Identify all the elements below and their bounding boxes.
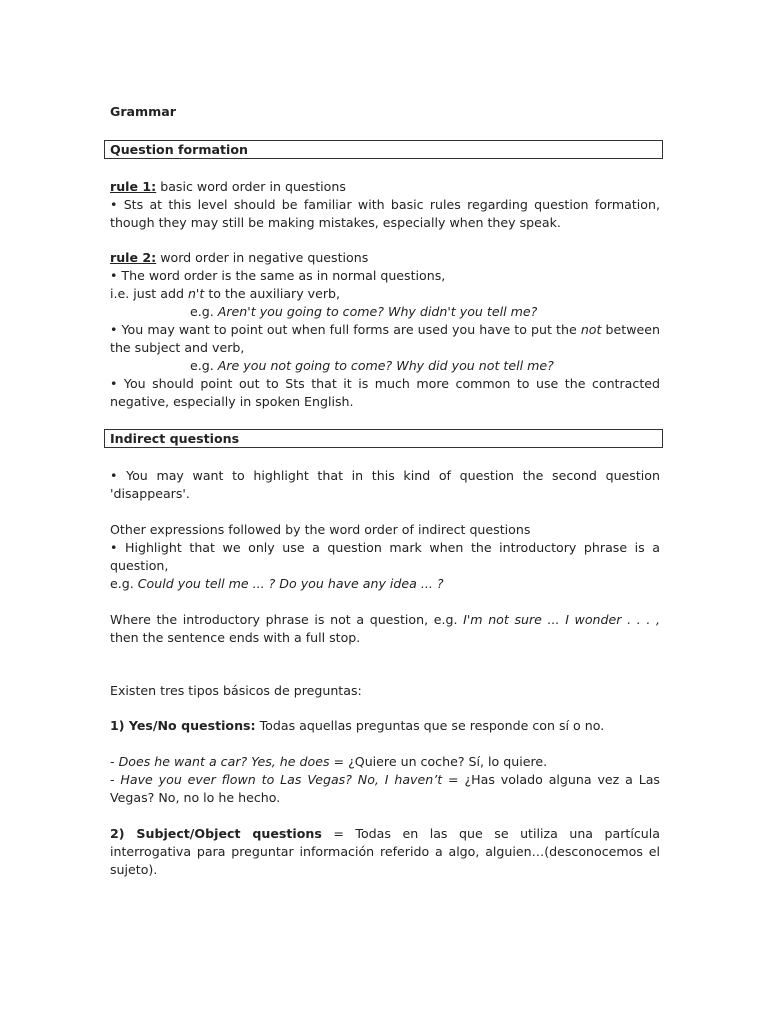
rule2-title-line xyxy=(110,249,660,267)
rule1-title-line xyxy=(110,178,660,196)
indirect-p1: • You may want to highlight that in this kind of question the second question 'disappears'. xyxy=(110,468,660,501)
yes-no-example2-es: = ¿Has volado alguna vez a Las Vegas? No, no lo he hecho. xyxy=(110,772,660,805)
rule2-line2-text: i.e. just add xyxy=(110,286,188,301)
rule2-point xyxy=(110,321,660,357)
rule2-line2-text-end: to the auxiliary verb, xyxy=(204,286,341,301)
rule2-example1 xyxy=(110,303,660,321)
rule2-point-text: • You may want to point out when full forms are used you have to put the xyxy=(110,322,581,337)
indirect-p2 xyxy=(110,521,660,593)
yes-no-example1 xyxy=(110,753,660,771)
subject-object-questions xyxy=(110,825,660,879)
indirect-p2-example-prefix: e.g. xyxy=(110,576,138,591)
rule2-line2-emphasis: n't xyxy=(187,286,205,301)
yes-no-text: Todas aquellas preguntas que se responde con sí o no. xyxy=(255,718,605,733)
subject-object-line xyxy=(110,825,660,879)
indirect-p3-b: I'm not sure ... I wonder . . . , xyxy=(463,612,660,627)
section-heading-question-formation: Question formation xyxy=(104,140,663,159)
rule2-block xyxy=(110,249,660,411)
indirect-p2-example xyxy=(110,575,660,593)
rule2-example2-text: Are you not going to come? Why did you not tell me? xyxy=(217,358,554,373)
indirect-p2-title: Other expressions followed by the word order of indirect questions xyxy=(110,522,531,537)
yes-no-example1-en: Does he want a car? Yes, he does xyxy=(118,754,330,769)
indirect-p3-c: then the sentence ends with a full stop. xyxy=(110,630,361,645)
rule2-label: rule 2: xyxy=(110,250,157,265)
rule2-point-emphasis: not xyxy=(580,322,602,337)
yes-no-example2 xyxy=(110,771,660,807)
rule2-example2-prefix: e.g. xyxy=(190,358,218,373)
yes-no-questions xyxy=(110,717,660,735)
yes-no-example2-en: Have you ever flown to Las Vegas? No, I haven’t xyxy=(120,772,443,787)
section-heading-indirect-questions: Indirect questions xyxy=(104,429,663,448)
rule2-last: • You should point out to Sts that it is much more common to use the contracted negative, especially in spoken English. xyxy=(110,376,660,409)
indirect-p2-text: • Highlight that we only use a question mark when the introductory phrase is a question, xyxy=(110,540,660,573)
indirect-p3-text xyxy=(110,611,660,647)
yes-no-line xyxy=(110,717,660,735)
rule2-line2 xyxy=(110,285,660,303)
indirect-p3-a: Where the introductory phrase is not a question, e.g. xyxy=(110,612,464,627)
rule1-title: basic word order in questions xyxy=(156,179,346,194)
rule2-line1: • The word order is the same as in normal questions, xyxy=(110,268,446,283)
yes-no-example2-dash: - xyxy=(110,772,121,787)
rule1-label: rule 1: xyxy=(110,179,157,194)
spanish-intro: Existen tres tipos básicos de preguntas: xyxy=(110,683,362,698)
yes-no-examples xyxy=(110,753,660,807)
subject-object-text: = Todas en las que se utiliza una partícula interrogativa para preguntar información referido a algo, alguien…(desconocemos el sujeto). xyxy=(110,826,660,877)
page-title: Grammar xyxy=(110,104,177,119)
rule2-point-text-end: between the subject and verb, xyxy=(110,322,660,355)
rule1-text: • Sts at this level should be familiar with basic rules regarding question formation, though they may still be making mistakes, especially when they speak. xyxy=(110,197,660,230)
rule1-block xyxy=(110,178,660,232)
rule2-example1-prefix: e.g. xyxy=(190,304,218,319)
indirect-p3 xyxy=(110,611,660,647)
subject-object-label: 2) Subject/Object questions xyxy=(110,826,322,841)
indirect-p2-example-text: Could you tell me ... ? Do you have any idea ... ? xyxy=(137,576,444,591)
rule2-example1-text: Aren't you going to come? Why didn't you tell me? xyxy=(217,304,538,319)
rule2-title: word order in negative questions xyxy=(156,250,369,265)
rule2-example2 xyxy=(110,357,660,375)
yes-no-label: 1) Yes/No questions: xyxy=(110,718,256,733)
yes-no-example1-dash: - xyxy=(110,754,119,769)
yes-no-example1-es: = ¿Quiere un coche? Sí, lo quiere. xyxy=(329,754,548,769)
